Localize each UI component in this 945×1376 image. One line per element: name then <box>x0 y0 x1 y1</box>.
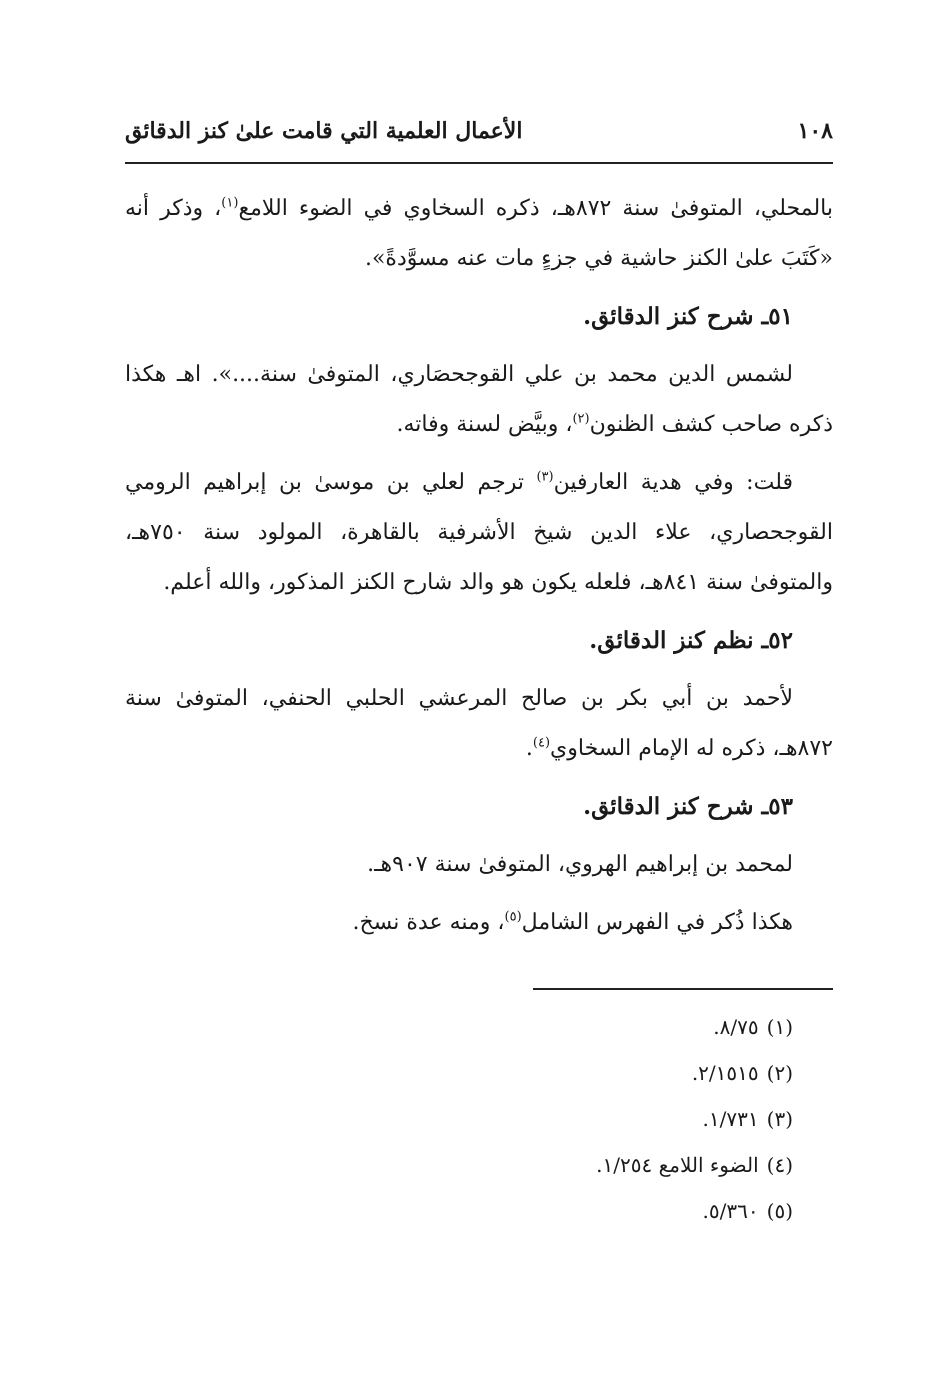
footnote-ref-4: (٤) <box>532 735 551 751</box>
page-number: ١٠٨ <box>797 118 833 144</box>
paragraph-2: لشمس الدين محمد بن علي القوجحصَاري، المتوفىٰ سنة....». اهـ هكذا ذكره صاحب كشف الظنون$^{(٢)}$، وبيَّض لسنة وفاته. <box>125 362 833 437</box>
footnote-ref-3: (٣) <box>536 469 554 485</box>
footnote-ref-2: (٢) <box>572 411 590 427</box>
book-page <box>125 118 833 1234</box>
header-rule <box>125 162 833 164</box>
heading-51: ٥١ـ شرح كنز الدقائق. <box>583 303 793 330</box>
running-title: الأعمال العلمية التي قامت علىٰ كنز الدقائق <box>125 118 523 144</box>
footnote-item: (٣)١/٧٣١. <box>702 1107 793 1131</box>
paragraph-5: لمحمد بن إبراهيم الهروي، المتوفىٰ سنة ٩٠٧هـ. <box>367 852 793 877</box>
heading-52: ٥٢ـ نظم كنز الدقائق. <box>589 627 793 654</box>
footnote-rule <box>533 988 833 990</box>
paragraph-1: بالمحلي، المتوفىٰ سنة ٨٧٢هـ، ذكره السخاوي في الضوء اللامع$^{(١)}$، وذكر أنه «كَتَبَ علىٰ الكنز حاشية في جزءٍ مات عنه مسوَّدةً». <box>125 195 833 271</box>
paragraph-3: قلت: وفي هدية العارفين$^{(٣)}$ ترجم لعلي بن موسىٰ بن إبراهيم الرومي القوجحصاري، علاء الدين شيخ الأشرفية بالقاهرة، المولود سنة ٧٥٠هـ، والمتوفىٰ سنة ٨٤١هـ، فلعله يكون هو والد شارح الكنز المذكور، والله أعلم. <box>125 469 833 595</box>
footnote-item: (٤)الضوء اللامع ١/٢٥٤. <box>596 1153 793 1177</box>
heading-53: ٥٣ـ شرح كنز الدقائق. <box>583 793 793 820</box>
running-header <box>125 118 833 158</box>
footnotes <box>125 1004 833 1234</box>
paragraph-6: هكذا ذُكر في الفهرس الشامل$^{(٥)}$، ومنه عدة نسخ. <box>352 909 793 935</box>
footnote-item: (٢)٢/١٥١٥. <box>691 1061 793 1085</box>
footnote-ref-1: (١) <box>221 195 239 211</box>
footnote-ref-5: (٥) <box>504 909 522 925</box>
footnote-item: (٥)٥/٣٦٠. <box>702 1199 793 1223</box>
footnote-item: (١)٨/٧٥. <box>713 1015 793 1039</box>
paragraph-4: لأحمد بن أبي بكر بن صالح المرعشي الحلبي الحنفي، المتوفىٰ سنة ٨٧٢هـ، ذكره له الإمام السخاوي$^{(٤)}$. <box>125 686 833 761</box>
